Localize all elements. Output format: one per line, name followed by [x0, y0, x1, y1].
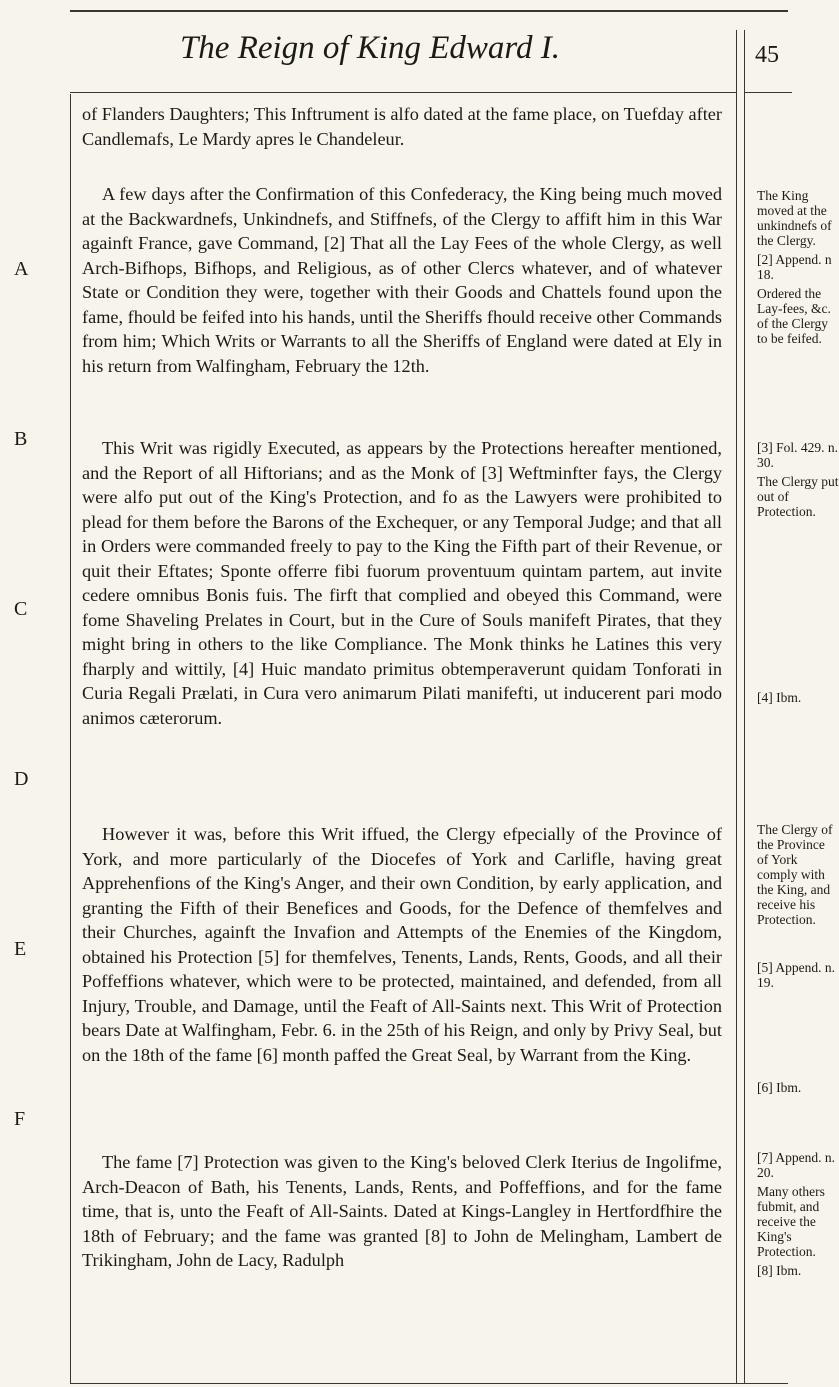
section-letter-c: C [14, 598, 28, 620]
page-number: 45 [755, 42, 779, 68]
margin-note-group [757, 690, 839, 709]
section-letter-a: A [14, 258, 29, 280]
margin-note: Many others fubmit, and receive the King's Protection. [757, 1184, 825, 1259]
section-letter-b: B [14, 428, 28, 450]
left-border [70, 94, 71, 1384]
margin-note: [5] Append. n. 19. [757, 960, 835, 990]
margin-note: [3] Fol. 429. n. 30. [757, 440, 838, 470]
margin-note: [2] Append. n 18. [757, 252, 832, 282]
header-rule [70, 92, 736, 93]
paragraph [82, 182, 722, 378]
margin-note: [7] Append. n. 20. [757, 1150, 835, 1180]
margin-note: [6] Ibm. [757, 1080, 802, 1095]
bottom-rule [70, 1383, 788, 1384]
margin-note: The Clergy of the Province of York comply with the King, and receive his Protection. [757, 822, 833, 927]
margin-note-group [757, 440, 839, 523]
margin-note-group [757, 188, 839, 350]
margin-note: The Clergy put out of Protection. [757, 474, 839, 519]
margin-note: The King moved at the unkindnefs of the Clergy. [757, 188, 832, 248]
margin-note-group [757, 960, 839, 994]
margin-note: [8] Ibm. [757, 1263, 802, 1278]
paragraph [82, 436, 722, 730]
margin-border-inner [744, 30, 745, 1384]
header-rule-number [744, 92, 792, 93]
paragraph [82, 1150, 722, 1273]
paragraph [82, 822, 722, 1067]
paragraph-text: However it was, before this Writ iffued, the Clergy efpecially of the Province of York, and more particularly of the Diocefes of York and Carlifle, having great Apprehenfions of the King's Anger, and their own Condition, by early application, and granting the Fifth of their Benefices and Goods, for the Defence of themfelves and their Churches, againft the Invafion and Attempts of the Enemies of the Kingdom, obtained his Protection [5] for themfelves, Tenents, Lands, Rents, Goods, and all their Poffeffions whatever, which were to be protected, maintained, and defended, from all Injury, Trouble, and Damage, until the Feaft of All-Saints next. This Writ of Protection bears Date at Walfingham, Febr. 6. in the 25th of his Reign, and only by Privy Seal, but on the 18th of the fame [6] month paffed the Great Seal, by Warrant from the King. [82, 824, 722, 1065]
section-letter-e: E [14, 938, 27, 960]
margin-border [736, 30, 737, 1384]
section-letter-f: F [14, 1108, 26, 1130]
paragraph-text: of Flanders Daughters; This Inftrument is alfo dated at the fame place, on Tuefday after Candlemafs, Le Mardy apres le Chandeleur. [82, 104, 722, 149]
margin-note-group [757, 1150, 839, 1282]
top-rule [70, 10, 788, 12]
margin-note: Ordered the Lay-fees, &c. of the Clergy to be feifed. [757, 286, 831, 346]
paragraph [82, 102, 722, 151]
section-letter-d: D [14, 768, 29, 790]
margin-note: [4] Ibm. [757, 690, 802, 705]
running-title: The Reign of King Edward I. [179, 30, 561, 66]
paragraph-text: The fame [7] Protection was given to the King's beloved Clerk Iterius de Ingolifme, Arch-Deacon of Bath, his Tenents, Lands, Rents, and Poffeffions, and for the fame time, that is, unto the Feaft of All-Saints. Dated at Kings-Langley in Hertfordfhire the 18th of February; and the fame was granted [8] to John de Melingham, Lambert de Trikingham, John de Lacy, Radulph [82, 1152, 722, 1270]
paragraph-text: This Writ was rigidly Executed, as appears by the Protections hereafter mentioned, and the Report of all Hiftorians; and as the Monk of [3] Weftminfter fays, the Clergy were alfo put out of the King's Protection, and fo as the Lawyers were prohibited to plead for them before the Barons of the Exchequer, or any Temporal Judge; and that all in Orders were commanded freely to pay to the King the Fifth part of their Revenue, or quit their Eftates; Sponte offerre fibi fuorum proventuum quintam partem, aut invite cedere omnibus Bonis fuis. The firft that complied and obeyed this Command, were fome Shaveling Prelates in Court, but in the Cure of Souls manifeft Pirates, that they might bring in others to the like Compliance. The Monk thinks he Latines this very fharply and wittily, [4] Huic mandato primitus obtemperaverunt quidam Tonforati in Curia Regali Prælati, in Cura vero animarum Pilati manifefti, ut inducerent pari modo animos cæterorum. [82, 438, 722, 728]
margin-note-group [757, 1080, 839, 1099]
paragraph-text: A few days after the Confirmation of this Confederacy, the King being much moved at the Backwardnefs, Unkindnefs, and Stiffnefs, of the Clergy to affift him in this War againft France, gave Command, [2] That all the Lay Fees of the whole Clergy, as well Arch-Bifhops, Bifhops, and Religious, as of other Clercs whatever, and of whatever State or Condition they were, together with their Goods and Chattels found upon the fame, fhould be feifed into his hands, until the Sheriffs fhould receive other Commands from him; Which Writs or Warrants to all the Sheriffs of England were dated at Ely in his return from Walfingham, February the 12th. [82, 184, 722, 376]
margin-note-group [757, 822, 839, 931]
